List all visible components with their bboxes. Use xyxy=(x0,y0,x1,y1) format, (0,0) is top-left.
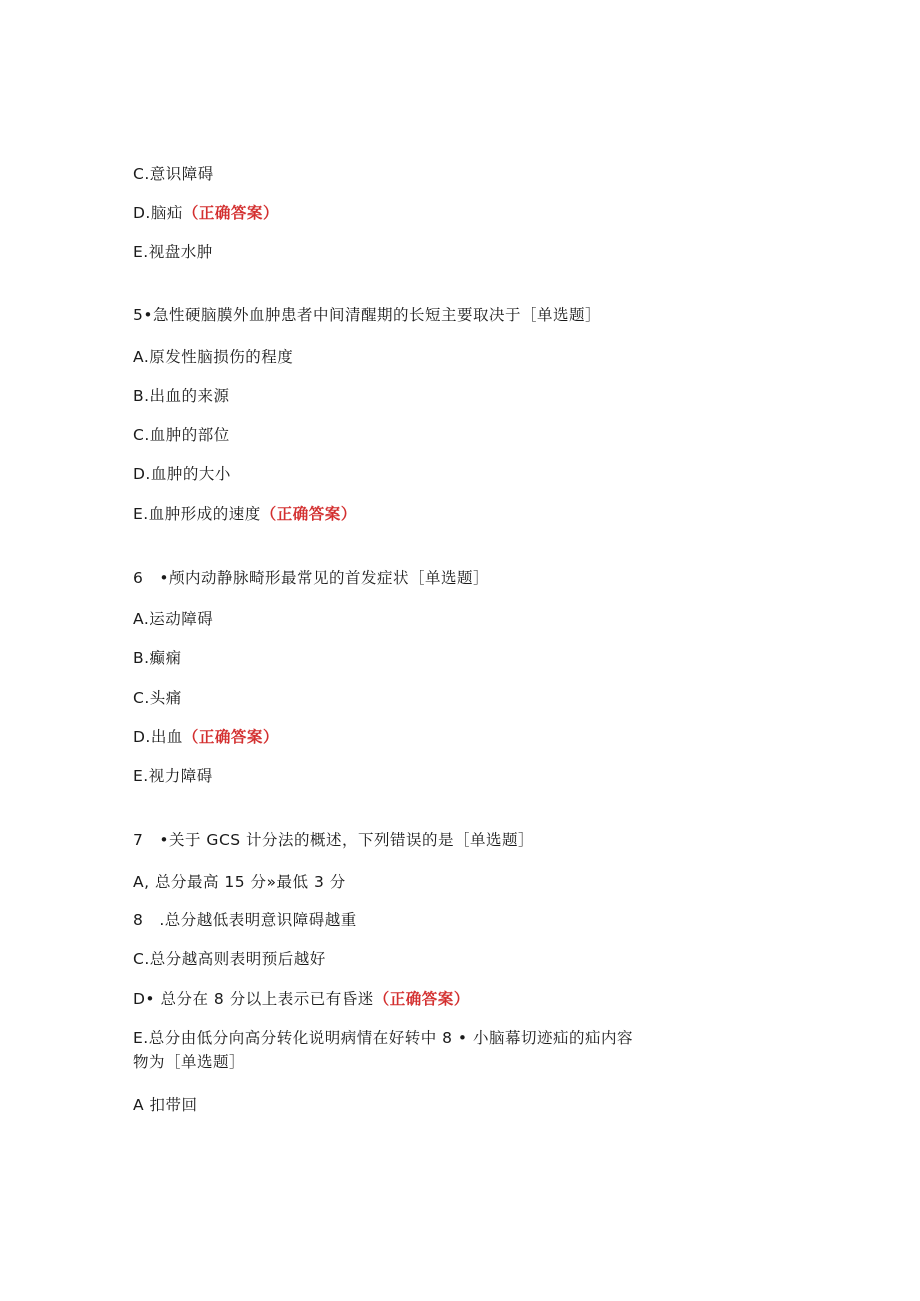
option-6d xyxy=(133,725,279,749)
question-6: 6 •颅内动静脉畸形最常见的首发症状［单选题］ xyxy=(133,569,490,587)
option-5b: B.出血的来源 xyxy=(133,387,230,405)
correct-answer-mark: （正确答案） xyxy=(373,990,470,1008)
option-5c: C.血肿的部位 xyxy=(133,426,230,444)
option-7c: C.总分越高则表明预后越好 xyxy=(133,950,326,968)
question-5: 5•急性硬脑膜外血肿患者中间清醒期的长短主要取决于［单选题］ xyxy=(133,306,602,324)
correct-answer-mark: （正确答案） xyxy=(182,204,279,222)
option-4c: C.意识障碍 xyxy=(133,165,214,183)
option-text: D.出血 xyxy=(133,728,183,746)
option-7e-question-8: E.总分由低分向高分转化说明病情在好转中 8 • 小脑幕切迹疝的疝内容物为［单选题］ xyxy=(133,1029,634,1071)
option-5e xyxy=(133,502,357,526)
option-5a: A.原发性脑损伤的程度 xyxy=(133,348,294,366)
option-text: E.血肿形成的速度 xyxy=(133,505,261,523)
option-text: D.脑疝 xyxy=(133,204,183,222)
option-5d: D.血肿的大小 xyxy=(133,465,231,483)
option-text: D• 总分在 8 分以上表示已有昏迷 xyxy=(133,990,374,1008)
option-6e: E.视力障碍 xyxy=(133,767,213,785)
option-6c: C.头痛 xyxy=(133,689,182,707)
option-7b: 8 .总分越低表明意识障碍越重 xyxy=(133,911,357,929)
option-8a: A 扣带回 xyxy=(133,1096,198,1114)
option-6b: B.癫痫 xyxy=(133,649,182,667)
option-7a: A, 总分最高 15 分»最低 3 分 xyxy=(133,873,346,891)
correct-answer-mark: （正确答案） xyxy=(182,728,279,746)
option-6a: A.运动障碍 xyxy=(133,610,214,628)
option-4d xyxy=(133,201,279,225)
option-7d xyxy=(133,987,470,1011)
correct-answer-mark: （正确答案） xyxy=(260,505,357,523)
option-4e: E.视盘水肿 xyxy=(133,243,213,261)
question-7: 7 •关于 GCS 计分法的概述，下列错误的是［单选题］ xyxy=(133,831,535,849)
